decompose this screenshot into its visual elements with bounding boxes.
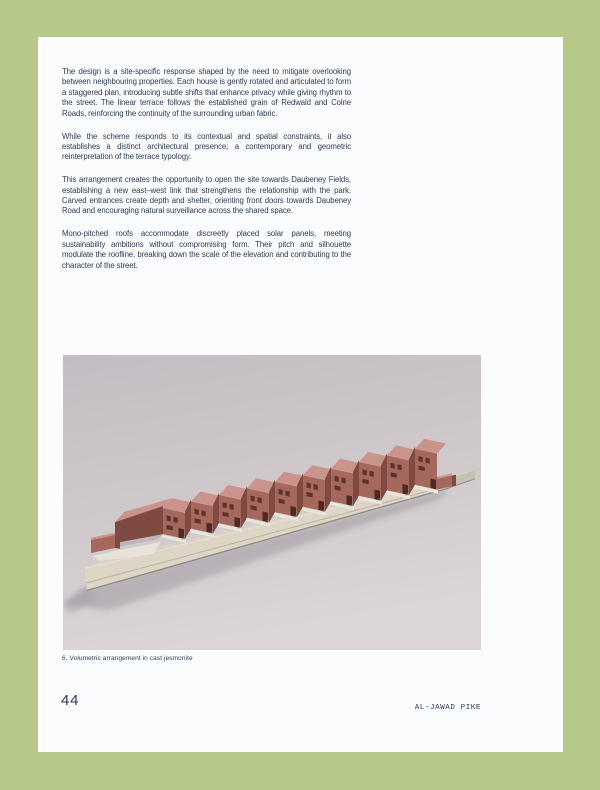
body-paragraph: While the scheme responds to its contextual and spatial constraints, it also establishes a distinct architectural presence; a contemporary and geometric reinterpretation of the terrace typology. (62, 131, 351, 162)
photo-caption: 6. Volumetric arrangement in cast jesmonite (62, 655, 193, 662)
page-sheet (38, 37, 563, 752)
studio-name: AL-JAWAD PIKE (414, 704, 481, 712)
model-photograph (63, 355, 481, 650)
body-paragraph: Mono-pitched roofs accommodate discreetly placed solar panels, meeting sustainability ambitions without compromising form. Their pitch and silhouette modulate the roofline, breaking down the scale of the elevation and contributing to the character of the street. (62, 229, 351, 270)
body-text (62, 67, 351, 284)
page-number: 44 (61, 692, 80, 709)
body-paragraph: The design is a site-specific response shaped by the need to mitigate overlooking between neighbouring properties. Each house is gently rotated and articulated to form a staggered plan, introducing subtle shifts that enhance privacy while giving rhythm to the street. The linear terrace follows the established grain of Redwald and Colne Roads, reinforcing the continuity of the surrounding urban fabric. (62, 67, 351, 118)
body-paragraph: This arrangement creates the opportunity to open the site towards Daubeney Fields, establishing a new east–west link that strengthens the relationship with the park. Carved entrances create depth and shelter, orienting front doors towards Daubeney Road and encouraging natural surveillance across the shared space. (62, 175, 351, 216)
model-photo-rendering (63, 355, 481, 650)
